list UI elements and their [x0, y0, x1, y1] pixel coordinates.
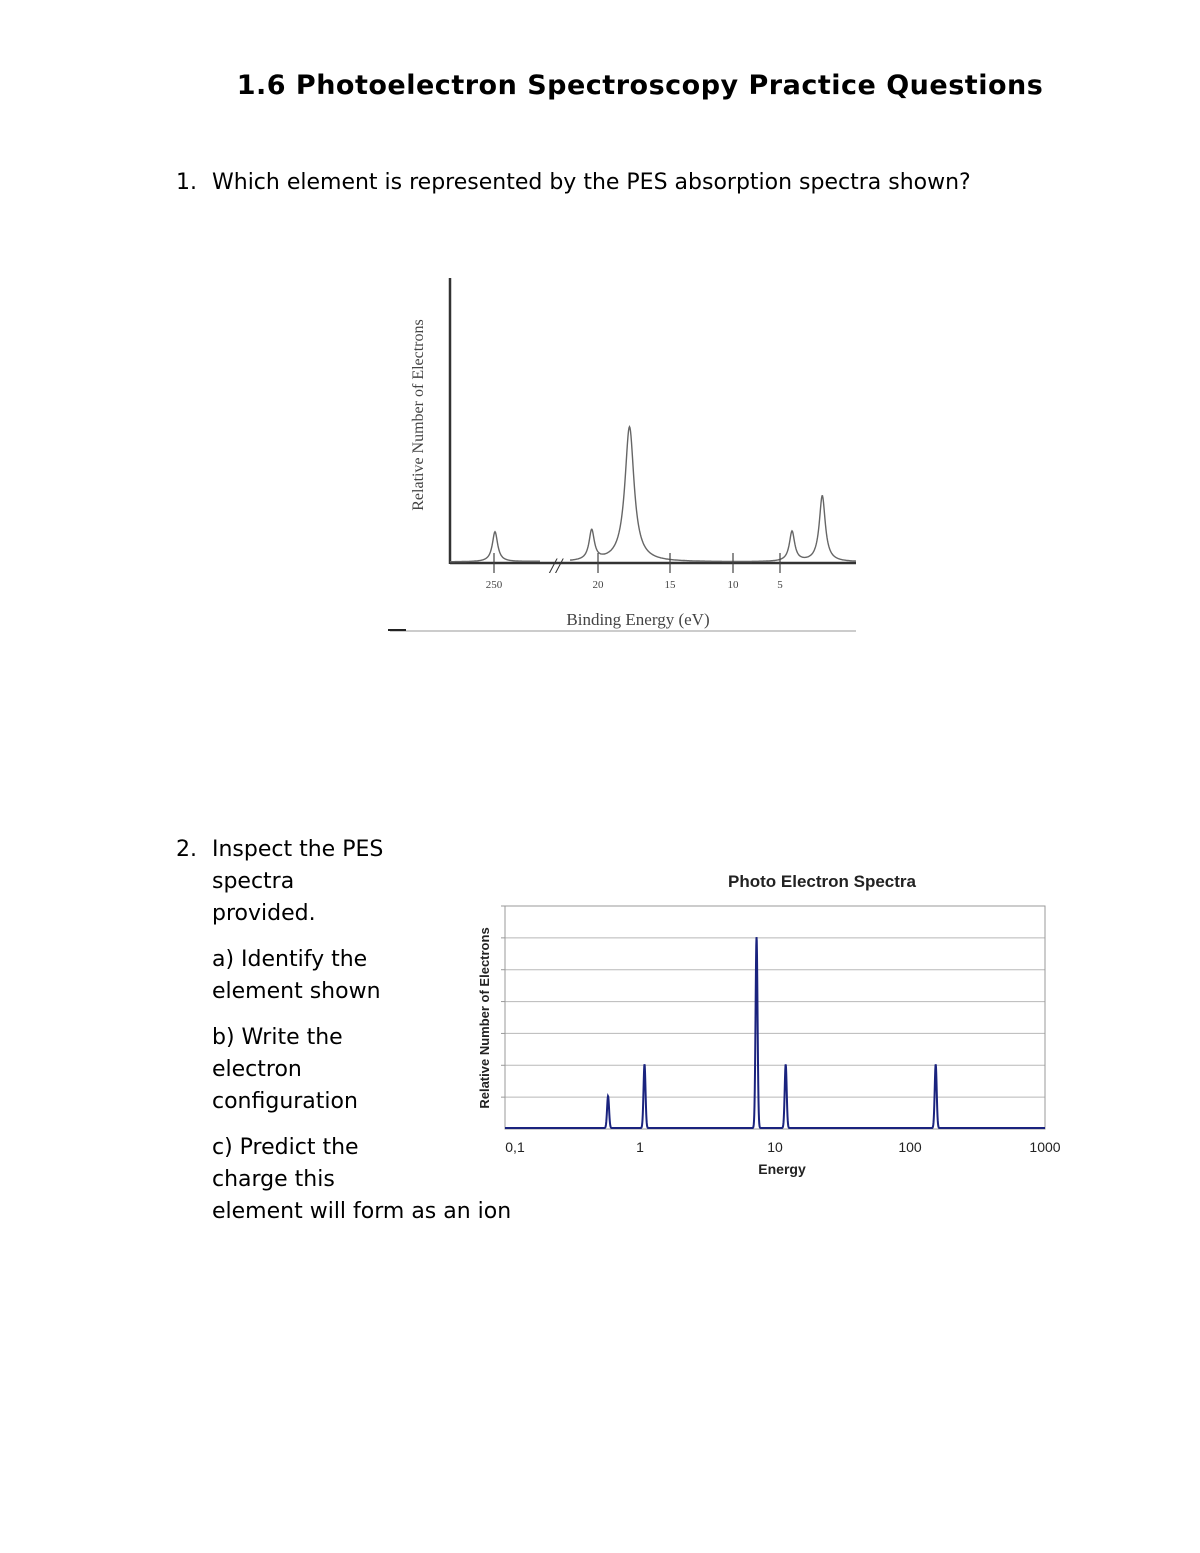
- q2-part-c-line: element will form as an ion: [212, 1199, 512, 1224]
- question-1-number: 1.: [176, 170, 197, 195]
- fig1-spectrum-curve: [450, 427, 856, 562]
- q2-part-b-line: configuration: [212, 1089, 358, 1114]
- fig1-tick-label: 20: [592, 579, 604, 591]
- fig2-tick-label: 10: [767, 1139, 783, 1155]
- fig1-tick-label: 15: [664, 579, 676, 591]
- pes-spectrum-figure-2: [470, 860, 1070, 1180]
- q2-part-b-line: b) Write the: [212, 1025, 343, 1050]
- q2-intro-line: provided.: [212, 901, 316, 926]
- fig1-y-label: Relative Number of Electrons: [410, 319, 427, 511]
- fig1-axis-break: //: [549, 553, 563, 578]
- q2-part-c-line: charge this: [212, 1167, 335, 1192]
- fig2-spectrum-curve: [505, 937, 1045, 1128]
- fig2-tick-label: 1: [636, 1139, 644, 1155]
- fig2-tick-label: 1000: [1029, 1139, 1061, 1155]
- fig2-tick-label: 100: [898, 1139, 922, 1155]
- fig1-tick-label: 10: [727, 579, 739, 591]
- q2-part-a-line: a) Identify the: [212, 947, 368, 972]
- q2-part-c-line: c) Predict the: [212, 1135, 359, 1160]
- question-1-text: Which element is represented by the PES absorption spectra shown?: [212, 170, 971, 195]
- q2-part-b-line: electron: [212, 1057, 302, 1082]
- fig2-tick-label: 0,1: [505, 1139, 525, 1155]
- q2-part-a-line: element shown: [212, 979, 381, 1004]
- q2-intro-line: spectra: [212, 869, 295, 894]
- fig1-tick-label: 250: [485, 579, 503, 591]
- fig1-tick-label: 5: [777, 579, 783, 591]
- fig2-gridlines: [501, 906, 1045, 1097]
- question-2-number: 2.: [176, 837, 197, 862]
- page-title: 1.6 Photoelectron Spectroscopy Practice Questions: [236, 70, 1044, 101]
- fig2-plot-frame: [505, 906, 1045, 1129]
- fig2-x-ticks: [505, 1139, 1061, 1155]
- q2-intro-line: Inspect the PES: [212, 837, 384, 862]
- fig1-x-label: Binding Energy (eV): [566, 610, 710, 629]
- fig2-x-label: Energy: [758, 1161, 806, 1177]
- fig2-title: Photo Electron Spectra: [728, 872, 916, 891]
- fig2-y-label: Relative Number of Electrons: [477, 927, 492, 1109]
- fig1-x-ticks: [486, 553, 784, 591]
- question-1: [176, 170, 971, 195]
- pes-spectrum-figure-1: [380, 270, 870, 640]
